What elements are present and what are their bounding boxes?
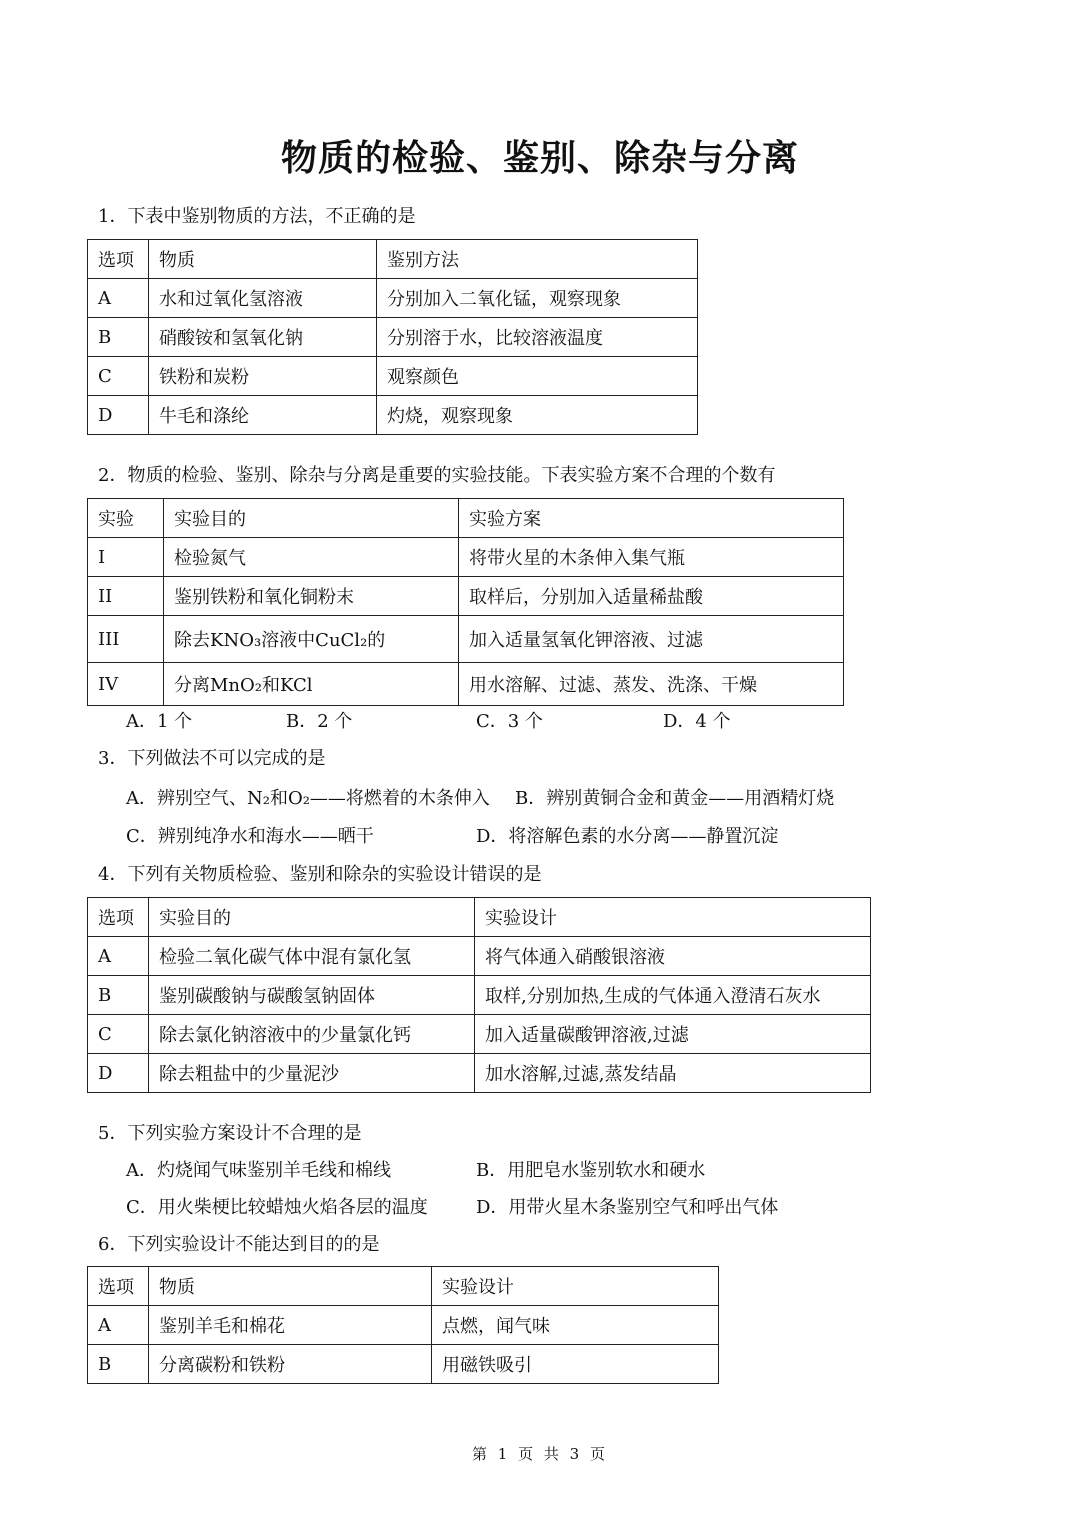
option-a: A．1 个 — [126, 711, 193, 732]
question-6-table — [87, 1266, 719, 1384]
table-cell: C — [88, 1015, 149, 1054]
table-row — [88, 577, 844, 616]
table-header-cell: 选项 — [88, 240, 149, 279]
table-cell: 将带火星的木条伸入集气瓶 — [459, 538, 844, 577]
table-cell: D — [88, 396, 149, 435]
page-title: 物质的检验、鉴别、除杂与分离 — [280, 138, 799, 179]
page-footer: 第 1 页 共 3 页 — [472, 1445, 608, 1463]
table-cell: 取样后，分别加入适量稀盐酸 — [459, 577, 844, 616]
table-cell: 观察颜色 — [377, 357, 698, 396]
table-row — [88, 1015, 871, 1054]
table-cell: 鉴别铁粉和氧化铜粉末 — [164, 577, 459, 616]
option-a: A．辨别空气、N₂和O₂——将燃着的木条伸入 — [126, 788, 490, 809]
option-c: C．用火柴梗比较蜡烛火焰各层的温度 — [126, 1197, 428, 1218]
question-4-table — [87, 897, 871, 1093]
table-header-cell: 实验 — [88, 499, 164, 538]
table-header-row — [88, 240, 698, 279]
option-a: A．灼烧闻气味鉴别羊毛线和棉线 — [126, 1160, 391, 1181]
table-cell: 分离MnO₂和KCl — [164, 663, 459, 706]
option-b: B．2 个 — [286, 711, 353, 732]
table-cell: 用磁铁吸引 — [432, 1345, 719, 1384]
table-cell: A — [88, 1306, 149, 1345]
question-2-table — [87, 498, 844, 706]
table-row — [88, 318, 698, 357]
table-cell: A — [88, 937, 149, 976]
table-header-row — [88, 499, 844, 538]
table-cell: 除去KNO₃溶液中CuCl₂的 — [164, 616, 459, 663]
table-cell: 检验氮气 — [164, 538, 459, 577]
table-cell: 加水溶解,过滤,蒸发结晶 — [475, 1054, 871, 1093]
table-cell: 牛毛和涤纶 — [149, 396, 377, 435]
table-header-cell: 选项 — [88, 898, 149, 937]
table-header-row — [88, 898, 871, 937]
table-row — [88, 1345, 719, 1384]
table-cell: D — [88, 1054, 149, 1093]
table-cell: I — [88, 538, 164, 577]
table-cell: 水和过氧化氢溶液 — [149, 279, 377, 318]
table-cell: III — [88, 616, 164, 663]
table-header-cell: 物质 — [149, 1267, 432, 1306]
table-cell: B — [88, 976, 149, 1015]
table-row — [88, 357, 698, 396]
table-row — [88, 1054, 871, 1093]
table-cell: 鉴别羊毛和棉花 — [149, 1306, 432, 1345]
table-cell: 分离碳粉和铁粉 — [149, 1345, 432, 1384]
option-c: C．辨别纯净水和海水——晒干 — [126, 826, 374, 847]
table-cell: C — [88, 357, 149, 396]
question-4-stem: 4．下列有关物质检验、鉴别和除杂的实验设计错误的是 — [98, 864, 542, 885]
table-cell: 铁粉和炭粉 — [149, 357, 377, 396]
table-cell: 检验二氧化碳气体中混有氯化氢 — [149, 937, 475, 976]
table-header-cell: 物质 — [149, 240, 377, 279]
table-cell: 用水溶解、过滤、蒸发、洗涤、干燥 — [459, 663, 844, 706]
option-d: D．4 个 — [663, 711, 731, 732]
table-header-cell: 实验设计 — [432, 1267, 719, 1306]
option-d: D．用带火星木条鉴别空气和呼出气体 — [476, 1197, 779, 1218]
table-row — [88, 663, 844, 706]
question-3-stem: 3．下列做法不可以完成的是 — [98, 748, 326, 769]
table-cell: B — [88, 1345, 149, 1384]
question-2-stem: 2．物质的检验、鉴别、除杂与分离是重要的实验技能。下表实验方案不合理的个数有 — [98, 465, 776, 486]
table-header-cell: 实验方案 — [459, 499, 844, 538]
table-header-cell: 鉴别方法 — [377, 240, 698, 279]
table-cell: 点燃，闻气味 — [432, 1306, 719, 1345]
table-header-cell: 实验目的 — [149, 898, 475, 937]
table-cell: 将气体通入硝酸银溶液 — [475, 937, 871, 976]
table-header-cell: 选项 — [88, 1267, 149, 1306]
table-cell: 硝酸铵和氢氧化钠 — [149, 318, 377, 357]
table-row — [88, 538, 844, 577]
question-5-stem: 5．下列实验方案设计不合理的是 — [98, 1123, 362, 1144]
table-cell: 除去粗盐中的少量泥沙 — [149, 1054, 475, 1093]
table-cell: A — [88, 279, 149, 318]
question-6-stem: 6．下列实验设计不能达到目的的是 — [98, 1234, 380, 1255]
table-row — [88, 616, 844, 663]
table-cell: IV — [88, 663, 164, 706]
table-cell: 取样,分别加热,生成的气体通入澄清石灰水 — [475, 976, 871, 1015]
table-row — [88, 279, 698, 318]
table-row — [88, 396, 698, 435]
table-cell: 灼烧，观察现象 — [377, 396, 698, 435]
table-cell: II — [88, 577, 164, 616]
table-row — [88, 937, 871, 976]
table-cell: 分别加入二氧化锰，观察现象 — [377, 279, 698, 318]
table-row — [88, 976, 871, 1015]
question-1-table — [87, 239, 698, 435]
table-header-cell: 实验目的 — [164, 499, 459, 538]
option-b: B．辨别黄铜合金和黄金——用酒精灯烧 — [515, 788, 835, 809]
table-cell: 鉴别碳酸钠与碳酸氢钠固体 — [149, 976, 475, 1015]
option-d: D．将溶解色素的水分离——静置沉淀 — [476, 826, 779, 847]
table-cell: 加入适量氢氧化钾溶液、过滤 — [459, 616, 844, 663]
option-b: B．用肥皂水鉴别软水和硬水 — [476, 1160, 706, 1181]
table-cell: 加入适量碳酸钾溶液,过滤 — [475, 1015, 871, 1054]
table-cell: 除去氯化钠溶液中的少量氯化钙 — [149, 1015, 475, 1054]
table-header-cell: 实验设计 — [475, 898, 871, 937]
table-row — [88, 1306, 719, 1345]
question-1-stem: 1．下表中鉴别物质的方法，不正确的是 — [98, 206, 416, 227]
option-c: C．3 个 — [476, 711, 543, 732]
table-cell: 分别溶于水，比较溶液温度 — [377, 318, 698, 357]
table-header-row — [88, 1267, 719, 1306]
table-cell: B — [88, 318, 149, 357]
